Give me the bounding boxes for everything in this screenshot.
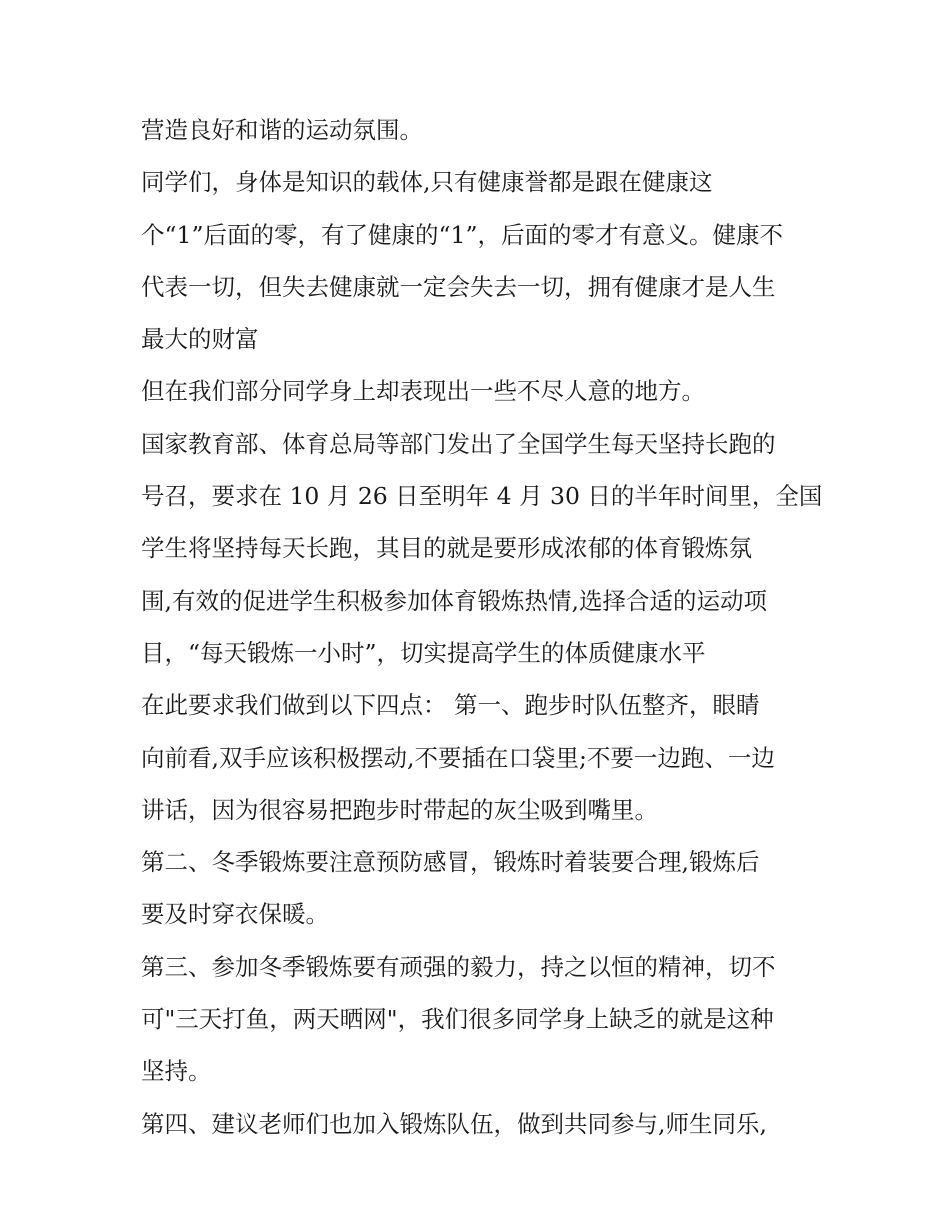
text-line: 第二、冬季锻炼要注意预防感冒，锻炼时着装要合理,锻炼后: [141, 848, 760, 877]
text-line: 在此要求我们做到以下四点： 第一、跑步时队伍整齐，眼睛: [141, 691, 760, 720]
text-line: 要及时穿衣保暖。: [141, 900, 329, 929]
text-line: 学生将坚持每天长跑，其目的就是要形成浓郁的体育锻炼氛: [141, 534, 752, 563]
text-line: 但在我们部分同学身上却表现出一些不尽人意的地方。: [141, 377, 705, 406]
text-line: 国家教育部、体育总局等部门发出了全国学生每天坚持长跑的: [141, 429, 776, 458]
text-line: 个“1”后面的零，有了健康的“1”，后面的零才有意义。健康不: [141, 220, 783, 249]
text-line: 目，“每天锻炼一小时”，切实提高学生的体质健康水平: [141, 638, 706, 667]
text-line: 坚持。: [141, 1057, 212, 1086]
text-line: 第四、建议老师们也加入锻炼队伍，做到共同参与,师生同乐,: [141, 1109, 767, 1138]
text-line: 第三、参加冬季锻炼要有顽强的毅力，持之以恒的精神，切不: [141, 952, 776, 981]
text-line: 讲话，因为很容易把跑步时带起的灰尘吸到嘴里。: [141, 795, 658, 824]
text-line: 围,有效的促进学生积极参加体育锻炼热情,选择合适的运动项: [141, 586, 767, 615]
document-body: [141, 104, 821, 1150]
text-line: 同学们，身体是知识的载体,只有健康誉都是跟在健康这: [141, 168, 713, 197]
text-line: 最大的财富: [141, 325, 259, 354]
text-line: 可"三天打鱼，两天晒网"，我们很多同学身上缺乏的就是这种: [141, 1005, 774, 1034]
text-line: 向前看,双手应该积极摆动,不要插在口袋里;不要一边跑、一边: [141, 743, 775, 772]
text-line: 代表一切，但失去健康就一定会失去一切，拥有健康才是人生: [141, 272, 776, 301]
text-line: 营造良好和谐的运动氛围。: [141, 116, 423, 144]
text-line: 号召，要求在 10 月 26 日至明年 4 月 30 日的半年时间里，全国: [141, 482, 823, 511]
